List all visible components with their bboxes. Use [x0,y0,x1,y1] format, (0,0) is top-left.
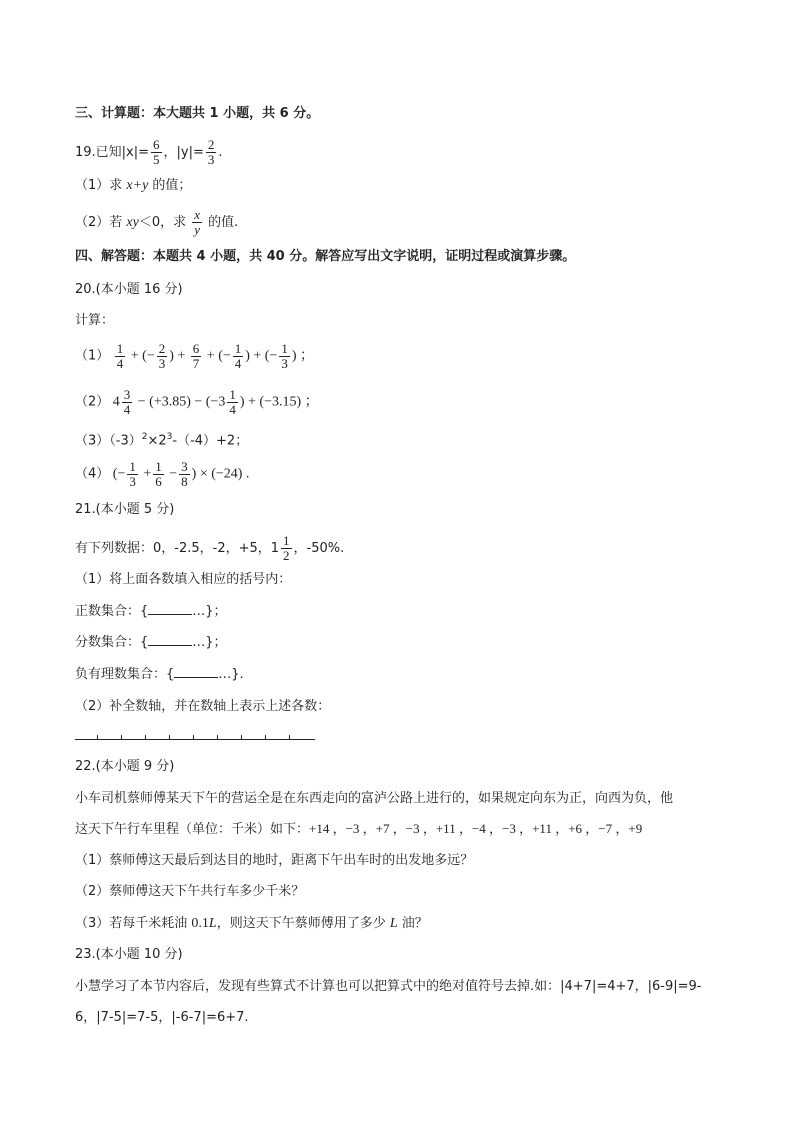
frac-num: 6 [192,341,200,356]
op: ) + (− [245,348,278,364]
set-end: …}. [218,667,244,682]
q23-text-2: 6，|7-5|=7-5，|-6-7|=6+7. [75,1010,249,1025]
frac-num: 3 [181,459,188,474]
number-line-tick [241,735,242,739]
frac-num: 1 [129,459,136,474]
q22-p3-a: （3）若每千米耗油 [75,916,192,931]
number-line-tick [289,735,290,739]
q21-set-negative [75,665,244,685]
set-label: 正数集合：{ [75,604,149,619]
frac-den: 2 [283,548,290,563]
frac-den: 3 [207,152,215,167]
q20-part4 [75,460,249,489]
q19-p2-label: （2）若 [75,215,127,230]
frac [227,388,238,417]
frac-num: 2 [158,341,166,356]
q21-set-fraction [75,633,227,653]
q20-part3 [75,427,248,451]
q22-part1: （1）蔡师傅这天最后到达目的地时，距离下午出车时的出发地多远？ [75,853,474,868]
frac-den: 7 [192,356,200,371]
q20-part2 [75,388,319,417]
op: ) × (−24) . [191,466,250,482]
frac [122,388,133,417]
q19-mid: ，|y|= [163,145,204,160]
op: − (+3.85) − (−3 [137,394,226,410]
frac-den: y [194,222,201,237]
q19-p1-text: 的值； [148,178,192,193]
frac-num: 1 [229,387,236,402]
q19-p2-text: ＜0，求 [138,215,191,230]
exp: 2 [141,432,148,442]
q21-part2: （2）补全数轴，并在数轴上表示上述各数： [75,699,331,714]
set-label: 分数集合：{ [75,635,149,650]
frac-num: 1 [234,341,242,356]
op: ) + (−3.15) ； [239,394,319,410]
op: + (− [130,348,155,364]
section-4-title: 四、解答题：本题共 4 小题，共 40 分。解答应写出文字说明，证明过程或演算步骤。 [75,249,576,264]
set-label: 负有理数集合：{ [75,667,175,682]
q19-part1 [75,176,191,196]
q21-part1: （1）将上面各数填入相应的括号内： [75,572,292,587]
q22-part3 [75,914,428,934]
number-line-base [75,739,315,740]
frac [279,342,290,371]
q22-mileage-list: +14 ，−3 ，+7 ，−3 ，+11 ，−4 ，−3 ，+11 ，+6 ，−7 ，+9 [309,821,643,836]
number-line-tick [193,735,194,739]
q21-data-b: ，-50%. [293,541,345,556]
q21-data [75,534,344,563]
frac [179,460,190,489]
q22-text-2a: 这天下午行车里程（单位：千米）如下： [75,822,310,837]
op: + [143,466,152,482]
frac-num: x [194,207,201,222]
section-3-title: 三、计算题：本大题共 1 小题，共 6 分。 [75,106,320,121]
frac [115,342,126,371]
whole: 4 [112,394,120,410]
answer-blank[interactable] [148,602,192,615]
q20-p2-label: （2） [75,394,110,410]
set-end: …}； [192,635,227,650]
frac-den: 4 [229,402,236,417]
frac-den: 4 [116,356,124,371]
frac-den: 4 [123,402,131,417]
frac [191,342,202,371]
frac-num: 6 [153,137,160,152]
q22-head: 22.(本小题 9 分) [75,759,175,774]
frac-den: 8 [181,474,188,489]
number-line-tick [145,735,146,739]
frac-num: 3 [123,387,131,402]
q20-intro: 计算： [75,313,115,328]
q22-p3-unit2: L [389,916,398,931]
q22-text-2 [75,819,642,840]
q19-frac-xy [192,208,202,237]
frac-den: 4 [234,356,242,371]
q19-p2-expr: xy [126,215,139,230]
q23-head: 23.(本小题 10 分) [75,947,183,962]
number-line-tick [265,735,266,739]
q19-frac-y [206,138,217,167]
q19-frac-x [151,138,162,167]
q20-p3-a: （3）（-3） [75,433,142,449]
frac-den: 3 [129,474,136,489]
q22-text-1: 小车司机蔡师傅某天下午的营运全是在东西走向的富泸公路上进行的，如果规定向东为正，向西为负，他 [75,791,674,806]
q19-prefix: 19.已知|x|= [75,145,150,160]
frac-num: 1 [155,459,162,474]
frac-num: 2 [207,137,215,152]
number-line-tick [217,735,218,739]
frac-den: 6 [155,474,162,489]
q20-p1-label: （1） [75,348,110,364]
q22-p3-unit: L [208,916,217,931]
q19-p2-end: 的值. [204,215,239,230]
number-line[interactable] [75,730,315,744]
number-line-tick [169,735,170,739]
number-line-tick [97,735,98,739]
answer-blank[interactable] [148,633,192,646]
frac-num: 1 [116,341,124,356]
q23-text-1: 小慧学习了本节内容后，发现有些算式不计算也可以把算式中的绝对值符号去掉.如：|4+7|=4+7，|6-9|=9- [75,979,702,994]
op: ) + [169,348,186,364]
frac [233,342,244,371]
frac-den: 3 [281,356,288,371]
q19-p1-expr: x+y [126,178,149,193]
q21-data-a: 有下列数据：0，-2.5，-2，+5，1 [75,541,280,556]
q21-set-positive [75,602,227,622]
q22-p3-c: 油？ [397,916,428,931]
q20-p3-b: ×2 [147,433,167,449]
q19-stem [75,138,223,167]
op: − [169,466,178,482]
q22-part2: （2）蔡师傅这天下午共行车多少千米？ [75,884,305,899]
frac-num: 1 [283,533,290,548]
frac-den: 5 [153,152,160,167]
frac [127,460,138,489]
frac [153,460,164,489]
q19-part2 [75,208,238,237]
q19-end: . [218,145,223,160]
q21-frac [281,534,292,563]
op: (− [112,466,126,482]
exp: 3 [166,432,173,442]
q20-p4-label: （4） [75,466,110,482]
frac-num: 1 [281,341,288,356]
set-end: …}； [192,604,227,619]
answer-blank[interactable] [174,665,218,678]
number-line-tick [121,735,122,739]
op: + (− [206,348,231,364]
op: ) ； [291,348,315,364]
q22-p3-val: 0.1 [191,916,209,931]
frac-den: 3 [158,356,166,371]
q20-part1 [75,342,314,371]
frac [157,342,168,371]
q20-p3-c: -（-4）+2； [172,433,249,449]
q21-head: 21.(本小题 5 分) [75,502,175,517]
q22-p3-b: ，则这天下午蔡师傅用了多少 [216,916,390,931]
q20-head: 20.(本小题 16 分) [75,282,183,297]
q19-p1-label: （1）求 [75,178,127,193]
